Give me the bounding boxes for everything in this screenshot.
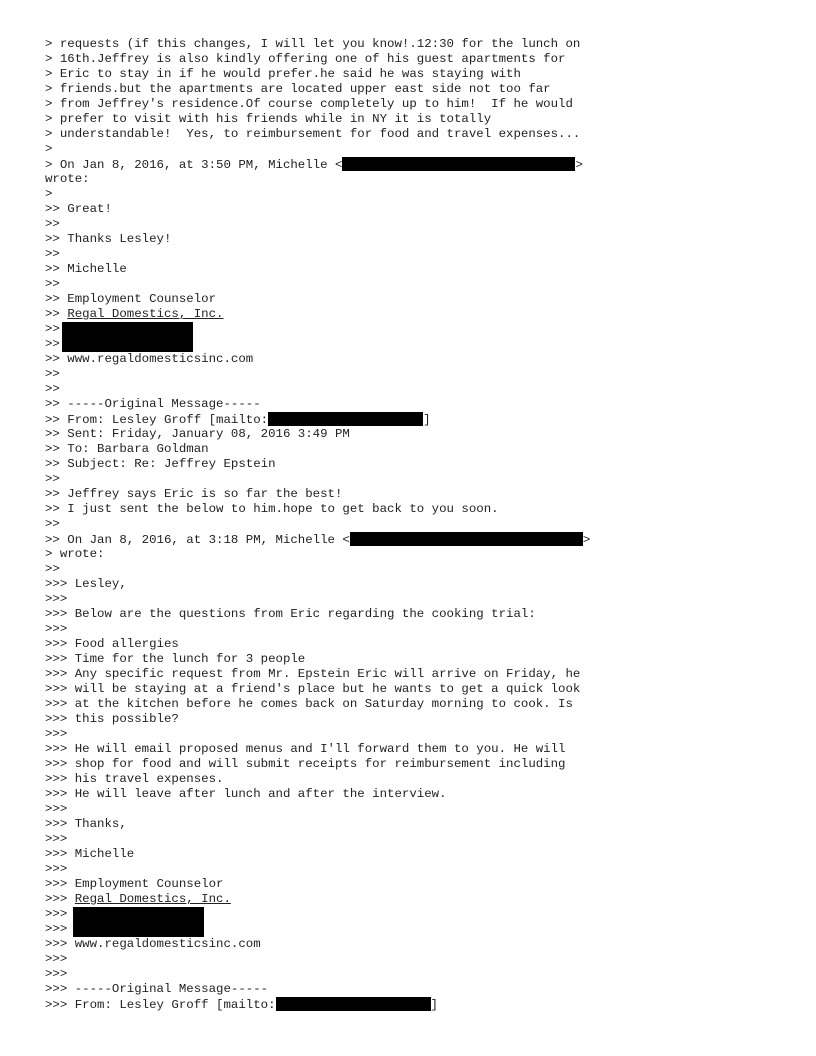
text-line: wrote: <box>45 172 90 186</box>
text-line: >>> at the kitchen before he comes back on Saturday morning to cook. Is <box>45 697 573 711</box>
text-line: >>> <box>45 832 68 846</box>
text-line: >>> <box>45 952 68 966</box>
text-line: > prefer to visit with his friends while in NY it is totally <box>45 112 492 126</box>
redacted-contact-block <box>62 322 193 352</box>
signature-company-line <box>45 307 805 322</box>
redacted-contact-block <box>73 907 204 937</box>
text-line: > wrote: <box>45 547 105 561</box>
text-line: >> <box>45 472 60 486</box>
text-line: >> <box>45 382 60 396</box>
text-line: >> <box>45 517 60 531</box>
text-line: >>> Time for the lunch for 3 people <box>45 652 306 666</box>
text-line: >>> Below are the questions from Eric regarding the cooking trial: <box>45 607 536 621</box>
text-line: >> <box>45 367 60 381</box>
text-line: >>> <box>45 967 68 981</box>
text-line: > requests (if this changes, I will let you know!.12:30 for the lunch on <box>45 37 581 51</box>
redacted-email <box>350 532 583 546</box>
text-line: > 16th.Jeffrey is also kindly offering one of his guest apartments for <box>45 52 566 66</box>
text-line: >> Sent: Friday, January 08, 2016 3:49 PM <box>45 427 350 441</box>
text-line: >>> Any specific request from Mr. Epstein Eric will arrive on Friday, he <box>45 667 581 681</box>
email-document <box>45 37 805 1012</box>
redacted-contact-line <box>45 907 805 922</box>
text-line: >>> He will leave after lunch and after the interview. <box>45 787 447 801</box>
text-line: >>> -----Original Message----- <box>45 982 269 996</box>
text-line: >>> Lesley, <box>45 577 127 591</box>
text-line: > <box>45 142 53 156</box>
text-line: >>> shop for food and will submit receipts for reimbursement including <box>45 757 566 771</box>
from-line <box>45 997 805 1012</box>
text-line: >> To: Barbara Goldman <box>45 442 209 456</box>
reply-header-text: > On Jan 8, 2016, at 3:50 PM, Michelle < <box>45 158 343 172</box>
text-line: >>> this possible? <box>45 712 179 726</box>
from-line <box>45 412 805 427</box>
from-text: >> From: Lesley Groff [mailto: <box>45 413 269 427</box>
text-line: >>> will be staying at a friend's place but he wants to get a quick look <box>45 682 581 696</box>
from-text: >>> From: Lesley Groff [mailto: <box>45 998 276 1012</box>
text-line: >> <box>45 562 60 576</box>
quote-prefix: >> <box>45 307 68 321</box>
quote-prefix: >>> <box>45 892 75 906</box>
text-line: >>> Thanks, <box>45 817 127 831</box>
text-line: >>> <box>45 592 68 606</box>
text-line: > from Jeffrey's residence.Of course completely up to him! If he would <box>45 97 573 111</box>
text-line: >>> <box>45 922 68 936</box>
redacted-email <box>342 157 575 171</box>
website-line: >> www.regaldomesticsinc.com <box>45 352 254 366</box>
redacted-contact-line <box>45 322 805 337</box>
text-line: >>> He will email proposed menus and I'll forward them to you. He will <box>45 742 566 756</box>
text-line: >>> his travel expenses. <box>45 772 224 786</box>
text-line: > friends.but the apartments are located upper east side not too far <box>45 82 551 96</box>
text-line: >>> <box>45 802 68 816</box>
text-line: >> <box>45 217 60 231</box>
text-line: >> Michelle <box>45 262 127 276</box>
redacted-email <box>276 997 431 1011</box>
text-line: > <box>45 187 53 201</box>
text-line: >>> <box>45 622 68 636</box>
reply-header-text: >> On Jan 8, 2016, at 3:18 PM, Michelle < <box>45 533 350 547</box>
quote-prefix: >>> <box>45 907 68 921</box>
quote-prefix: >> <box>45 322 60 336</box>
text-line: > Eric to stay in if he would prefer.he said he was staying with <box>45 67 521 81</box>
text-line: >> <box>45 247 60 261</box>
text-line: >> -----Original Message----- <box>45 397 261 411</box>
reply-header-close: > <box>582 533 591 547</box>
from-close: ] <box>430 998 438 1012</box>
text-line: >> Jeffrey says Eric is so far the best! <box>45 487 343 501</box>
text-line: >>> <box>45 727 68 741</box>
redacted-email <box>268 412 423 426</box>
company-name: Regal Domestics, Inc. <box>74 892 231 906</box>
website-line: >>> www.regaldomesticsinc.com <box>45 937 261 951</box>
text-line: >>> Food allergies <box>45 637 179 651</box>
text-line: >>> Employment Counselor <box>45 877 224 891</box>
text-line: >>> Michelle <box>45 847 135 861</box>
text-line: >> Subject: Re: Jeffrey Epstein <box>45 457 276 471</box>
company-name: Regal Domestics, Inc. <box>67 307 224 321</box>
text-line: > understandable! Yes, to reimbursement for food and travel expenses... <box>45 127 581 141</box>
reply-header-close: > <box>575 158 583 172</box>
text-line: >> <box>45 277 60 291</box>
signature-company-line <box>45 892 805 907</box>
text-line: >> I just sent the below to him.hope to get back to you soon. <box>45 502 499 516</box>
text-line: >> Thanks Lesley! <box>45 232 172 246</box>
text-line: >> <box>45 337 60 351</box>
text-line: >>> <box>45 862 68 876</box>
from-close: ] <box>423 413 431 427</box>
text-line: >> Employment Counselor <box>45 292 217 306</box>
text-line: >> Great! <box>45 202 112 216</box>
reply-header-line <box>45 532 805 547</box>
reply-header-line <box>45 157 805 172</box>
